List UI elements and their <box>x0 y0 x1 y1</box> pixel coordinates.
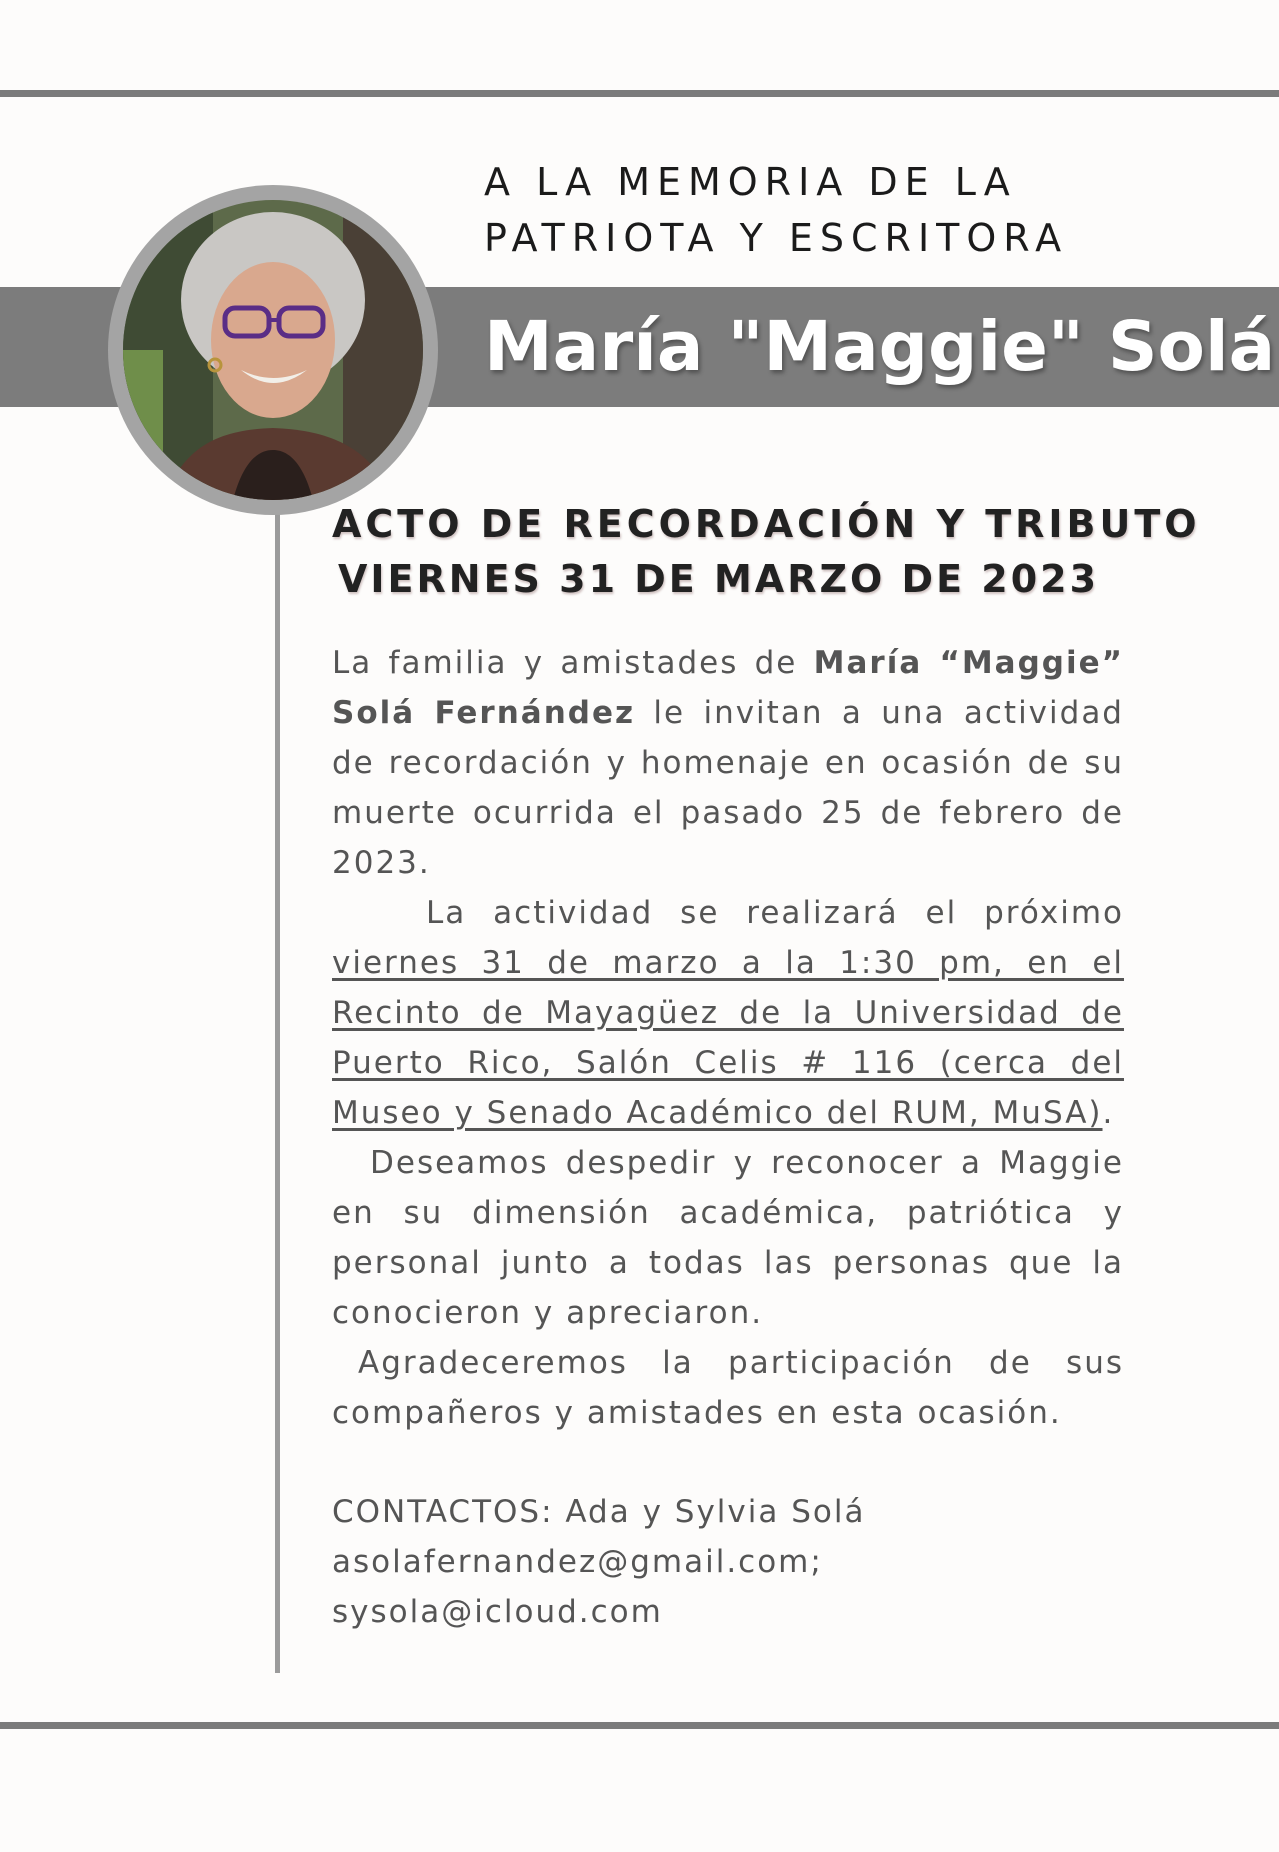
p1-start: La familia y amistades de <box>332 645 814 681</box>
p1-end: le invitan a una actividad de recordación y homenaje en ocasión de su muerte ocurrida el pasado 25 de febrero de 2023. <box>332 695 1124 881</box>
top-rule <box>0 90 1279 97</box>
paragraph-2 <box>332 888 1124 1138</box>
contacts-label: CONTACTOS: Ada y Sylvia Solá <box>332 1494 866 1530</box>
p2-end: . <box>1102 1095 1115 1131</box>
paragraph-3 <box>332 1138 1124 1338</box>
paragraph-1 <box>332 638 1124 888</box>
p3-text: Deseamos despedir y reconocer a Maggie en su dimensión académica, patriótica y personal junto a todas las personas que la conocieron y apreciaron. <box>332 1145 1124 1331</box>
paragraph-4 <box>332 1338 1124 1438</box>
contact-email-2[interactable]: sysola@icloud.com <box>332 1594 663 1630</box>
invitation-body <box>332 638 1124 1438</box>
event-title: ACTO DE RECORDACIÓN Y TRIBUTO <box>332 502 1201 546</box>
contacts-block <box>332 1487 865 1637</box>
portrait-photo <box>108 185 438 515</box>
bottom-rule <box>0 1722 1279 1729</box>
contact-email-1[interactable]: asolafernandez@gmail.com; <box>332 1544 823 1580</box>
event-location: viernes 31 de marzo a la 1:30 pm, en el Recinto de Mayagüez de la Universidad de Puerto Rico, Salón Celis # 116 (cerca del Museo y Senado Académico del RUM, MuSA) <box>332 945 1124 1131</box>
overline-line-2: PATRIOTA Y ESCRITORA <box>484 216 1069 260</box>
event-date: VIERNES 31 DE MARZO DE 2023 <box>338 557 1100 601</box>
portrait-image <box>123 200 423 500</box>
timeline-rule <box>275 505 280 1673</box>
p4-text: Agradeceremos la participación de sus compañeros y amistades en esta ocasión. <box>332 1345 1124 1431</box>
p2-start: La actividad se realizará el próximo <box>426 895 1124 931</box>
overline-line-1: A LA MEMORIA DE LA <box>484 160 1017 204</box>
p1-honoree-name: María “Maggie” Solá Fernández <box>332 645 1124 731</box>
honoree-name: María "Maggie" Solá <box>484 307 1276 387</box>
